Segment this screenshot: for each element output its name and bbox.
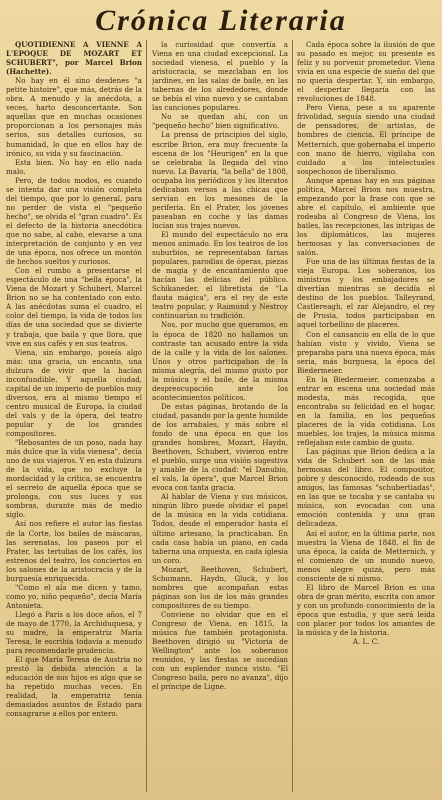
paragraph: Nos, por mucho que queramos, en la época de 1820 no hallamos un contraste tan acusado entre la vida de la calle y la vida de los salones. Unos y otros participaban de la misma alegría, del mismo gusto por la música y el baile, de la misma despreocupación ante los acontecimientos políticos.	[152, 320, 288, 402]
paragraph: Llegó a París a los doce años, el 7 de mayo de 1770, la Archiduquesa, y su madre, la emperatriz María Teresa, le escribía todavía a menudo para recomendarle prudencia.	[6, 609, 142, 656]
paragraph: No hay en él sino desdenes "a petite histoire", que más, detrás de la obra. A menudo y la anécdota, a veces, harto desconcertante. Son aquellas que en muchas ocasiones proporcionan a los personajes más serios, sus detalles curiosos, su humanidad, lo que en ellos hay de irónico, su vida y su fascinación.	[6, 76, 142, 158]
paragraph: Pero Viena, pese a su aparente frivolidad, seguía siendo una ciudad de pensadores, de artistas, de hombres de ciencia. El príncipe de Metternich, que gobernaba el imperio con mano de hierro, vigilaba con cuidado a los intelectuales sospechosos de liberalismo.	[297, 103, 435, 176]
article-lead: QUOTIDIENNE A VIENNE A L'EPOQUE DE MOZART ET SCHUBERT", por Marcel Brion (Hachette).	[6, 40, 142, 77]
paragraph: El libro de Marcel Brion es una obra de gran mérito, escrita con amor y con un profundo conocimiento de la época que estudia, y que será leída con placer por todos los amantes de la música y de la historia.	[297, 582, 435, 638]
paragraph: Así el autor, en la última parte, nos muestra la Viena de 1848, el fin de una época, la caída de Metternich, y el comienzo de un mundo nuevo, menos alegre quizá, pero más consciente de sí mismo.	[297, 528, 435, 583]
paragraph: Con el cansancio en ella de lo que habían visto y vivido, Viena se preparaba para una nueva época, más seria, más burguesa, la época del Biedermeier.	[297, 329, 435, 375]
column-rule	[292, 40, 293, 792]
paragraph: la curiosidad que convertía a Viena en una ciudad excepcional. La sociedad vienesa, el pueblo y la aristocracia, se mezclaban en los jardines, en las salas de baile, en las tabernas de los alrededores, donde se bebía el vino nuevo y se cantaban las canciones populares.	[152, 40, 288, 113]
signature: A. L. C.	[352, 637, 380, 647]
paragraph: Esta bien. No hay en ello nada malo.	[6, 157, 142, 176]
paragraph: Aunque apenas hay en sus páginas política, Marcel Brion nos muestra, empezando por la frase con que se abre el capítulo, el ambiente que rodeaba al Congreso de Viena, los bailes, las recepciones, las intrigas de los diplomáticos, las mujeres hermosas y las conversaciones de salón.	[297, 175, 435, 258]
paragraph: De estas páginas, brotando de la ciudad, pasando por la gente humilde de los arrabales, y más sobre el fondo de una época en que los grandes hombres, Mozart, Haydn, Beethoven, Schubert, vivieron entre el pueblo, surge una visión sugestiva y amable de la ciudad: "el Danubio, el vals, la ópera", que Marcel Brion evoca con tanta gracia.	[152, 401, 288, 493]
article-column-2	[152, 40, 288, 792]
paragraph: El mundo del espectáculo no era menos animado. En los teatros de los suburbios, se representaban farsas populares, parodias de óperas, piezas de magia y de encantamiento que hacían las delicias del público. Schikaneder, el libretista de "La flauta mágica", era el rey de este teatro popular, y Raimund y Nestroy continuarían su tradición.	[152, 229, 288, 321]
page-title: Crónica Literaria	[95, 4, 347, 37]
article-column-1	[6, 40, 142, 792]
paragraph: Mozart, Beethoven, Schubert, Schumann, Haydn, Gluck, y los nombres que acompañan estas páginas son los de los más grandes compositores de su tiempo.	[152, 564, 288, 610]
paragraph: Cada época sobre la ilusión de que su pasado es mejor, su presente es feliz y su porvenir prometedor. Viena vivía en una especie de sueño del que no quería despertar. Y, sin embargo, el despertar llegaría con las revoluciones de 1848.	[297, 40, 435, 104]
paragraph: Fue una de las últimas fiestas de la vieja Europa. Los soberanos, los ministros y los embajadores se divertían mientras se decidía el destino de los pueblos. Talleyrand, Castlereagh, el zar Alejandro, el rey de Prusia, todos participaban en aquel torbellino de placeres.	[297, 257, 435, 330]
paragraph: En la Biedermeier, comenzaba a entrar en escena una sociedad más modesta, más recogida, que encontraba su felicidad en el hogar, en la familia, en los pequeños placeres de la vida cotidiana. Los muebles, los trajes, la música misma reflejaban este cambio de gusto.	[297, 374, 435, 448]
column-rule	[146, 40, 147, 792]
paragraph: La prensa de principios del siglo, escribe Brion, era muy frecuente la escena de los "Heurigen" en la que se celebraba la llegada del vino nuevo. La Bavaria, "la bella" de 1808, ocupaba los periódicos y los literatos dedicaban versos a las chicas que servían en los mesones de la periferia. En el Prater, los jóvenes paseaban en coche y las damas lucían sus trajes nuevos.	[152, 130, 288, 230]
paragraph: Al hablar de Viena y sus músicos, ningún libro puede olvidar el papel de la música en la vida cotidiana. Todos, desde el emperador hasta el último artesano, la practicaban. En cada casa había un piano, en cada taberna una orquesta, en cada iglesia un coro.	[152, 492, 288, 565]
paragraph: El que María Teresa de Austria no prestó la debida atención a la educación de sus hijos es algo que se ha repetido muchas veces. En realidad, la emperatriz tenía demasiados asuntos de Estado para consagrarse a ellos por entero.	[6, 655, 142, 719]
paragraph: Así nos refiere el autor las fiestas de la Corte, los bailes de máscaras, las serenatas, los paseos por el Prater, las tertulias de los cafés, los estrenos del teatro, los conciertos en los salones de la aristocracia y de la burguesía enriquecida.	[6, 519, 142, 583]
paragraph: "Rebosantes de un poso, nada hay más dulce que la vida vienesa", decía uno de sus viajeros. Y en esta dulzura de la vida, que no excluye la mordacidad y la crítica, se encuentra el secreto de aquella época que se prolonga, con sus luces y sus sombras, durante más de medio siglo.	[6, 438, 142, 520]
paragraph: Conviene no olvidar que en el Congreso de Viena, en 1815, la música fue también protagonista. Beethoven dirigió su "Victoria de Wellington" ante los soberanos reunidos, y las fiestas se sucedían con un esplendor nunca visto. "El Congreso baila, pero no avanza", dijo el príncipe de Ligne.	[152, 609, 288, 692]
paragraph: "Como el ala me dicen y tamo, como yo, niño pequeño", decía María Antonieta.	[6, 582, 142, 610]
paragraph: No se quedan ahí, con un "pequeño hecho" bien significativo.	[152, 112, 288, 131]
paragraph: Pero, de todos modos, es cuando se intenta dar una visión completa del tiempo, que por lo general, para no perder de vista el "pequeño hecho", se olvida el "gran cuadro". Es el defecto de la historia anecdótica que no sabe, al cabo, elevarse a una interpretación de conjunto y en vez de una época, nos ofrece un montón de hechos sueltos y curiosos.	[6, 175, 142, 267]
paragraph: Viena, sin embargo, poseía algo más: una gracia, un encanto, una dulzura de vivir que la hacían inconfundible. Y aquella ciudad, capital de un imperio de pueblos muy diversos, era al mismo tiempo el centro musical de Europa, la ciudad del vals y de la ópera, del teatro popular y de los grandes compositores.	[6, 347, 142, 439]
article-column-3	[297, 40, 435, 792]
paragraph: Con el rumbo a presentarse el espectáculo de una "bella época", la Viena de Mozart y Schubert, Marcel Brion no se ha contentado con esto. A las anécdotas suma el cuadro, el color del tiempo, la vida de todos los días de una sociedad que se divierte y trabaja, que baila y que llora, que vive en sus cafés y en sus teatros.	[6, 266, 142, 348]
paragraph: Las páginas que Brion dedica a la vida de Schubert son de las más hermosas del libro. El compositor, pobre y desconocido, rodeado de sus amigos, las famosas "schubertiadas", en las que se tocaba y se cantaba su música, son evocadas con una emoción contenida y una gran delicadeza.	[297, 447, 435, 529]
